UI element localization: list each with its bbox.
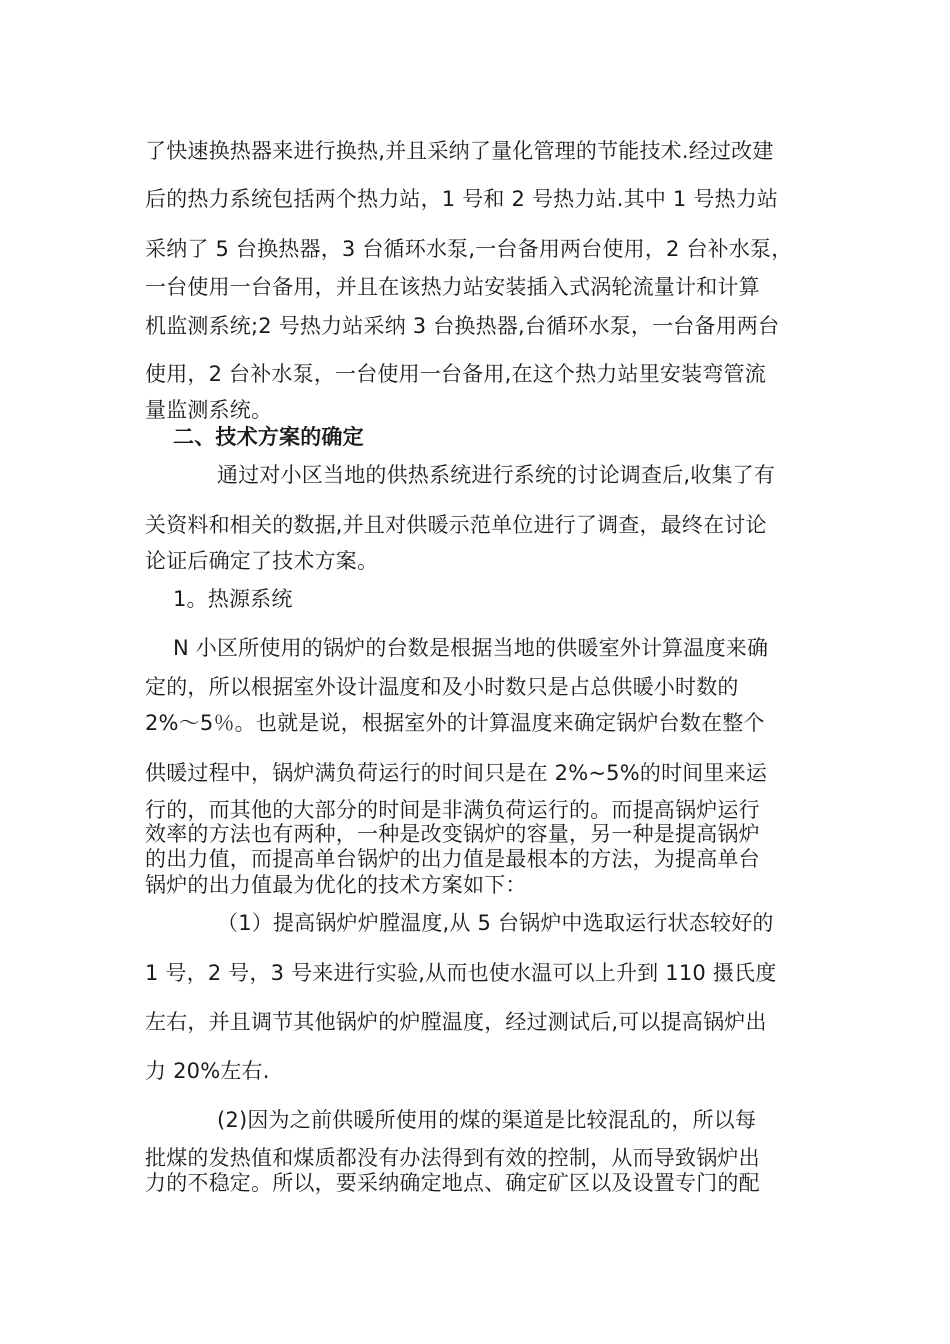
text-line-16: 供暖过程中，锅炉满负荷运行的时间只是在 2%~5%的时间里来运 [145,761,768,785]
text-line-21: （1）提高锅炉炉膛温度,从 5 台锅炉中选取运行状态较好的 [217,911,774,935]
text-line-26: 批煤的发热值和煤质都没有办法得到有效的控制，从而导致锅炉出 [145,1146,760,1170]
text-line-22: 1 号，2 号，3 号来进行实验,从而也使水温可以上升到 110 摄氏度 [145,961,777,985]
text-line-24: 力 20%左右. [145,1059,270,1083]
text-line-6: 使用，2 台补水泵，一台使用一台备用,在这个热力站里安装弯管流 [145,362,766,386]
text-line-7: 量监测系统。 [145,398,273,422]
text-line-1: 了快速换热器来进行换热,并且采纳了量化管理的节能技术.经过改建 [145,139,774,163]
text-line-25: (2)因为之前供暖所使用的煤的渠道是比较混乱的，所以每 [217,1108,757,1132]
text-line-13: N 小区所使用的锅炉的台数是根据当地的供暖室外计算温度来确 [173,636,769,660]
subsection-heading: 1。热源系统 [173,587,293,611]
text-line-9: 通过对小区当地的供热系统进行系统的讨论调查后,收集了有 [217,463,776,487]
text-line-20: 锅炉的出力值最为优化的技术方案如下： [145,873,527,897]
text-line-15: 2%～5％。也就是说，根据室外的计算温度来确定锅炉台数在整个 [145,711,765,735]
text-line-10: 关资料和相关的数据,并且对供暖示范单位进行了调查，最终在讨论 [145,513,767,537]
text-line-11: 论证后确定了技术方案。 [145,549,379,573]
text-line-4: 一台使用一台备用，并且在该热力站安装插入式涡轮流量计和计算 [145,275,760,299]
text-line-27: 力的不稳定。所以，要采纳确定地点、确定矿区以及设置专门的配 [145,1171,760,1195]
text-line-5: 机监测系统;2 号热力站采纳 3 台换热器,台循环水泵，一台备用两台 [145,314,780,338]
text-line-23: 左右，并且调节其他锅炉的炉膛温度，经过测试后,可以提高锅炉出 [145,1010,767,1034]
text-line-2: 后的热力系统包括两个热力站，1 号和 2 号热力站.其中 1 号热力站 [145,187,779,211]
text-line-14: 定的，所以根据室外设计温度和及小时数只是占总供暖小时数的 [145,675,739,699]
text-line-17: 行的，而其他的大部分的时间是非满负荷运行的。而提高锅炉运行 [145,798,760,822]
section-heading: 二、技术方案的确定 [173,425,364,449]
text-line-18: 效率的方法也有两种，一种是改变锅炉的容量，另一种是提高锅炉 [145,822,760,846]
text-line-3: 采纳了 5 台换热器，3 台循环水泵,一台备用两台使用，2 台补水泵， [145,237,793,261]
text-line-19: 的出力值，而提高单台锅炉的出力值是最根本的方法，为提高单台 [145,847,760,871]
